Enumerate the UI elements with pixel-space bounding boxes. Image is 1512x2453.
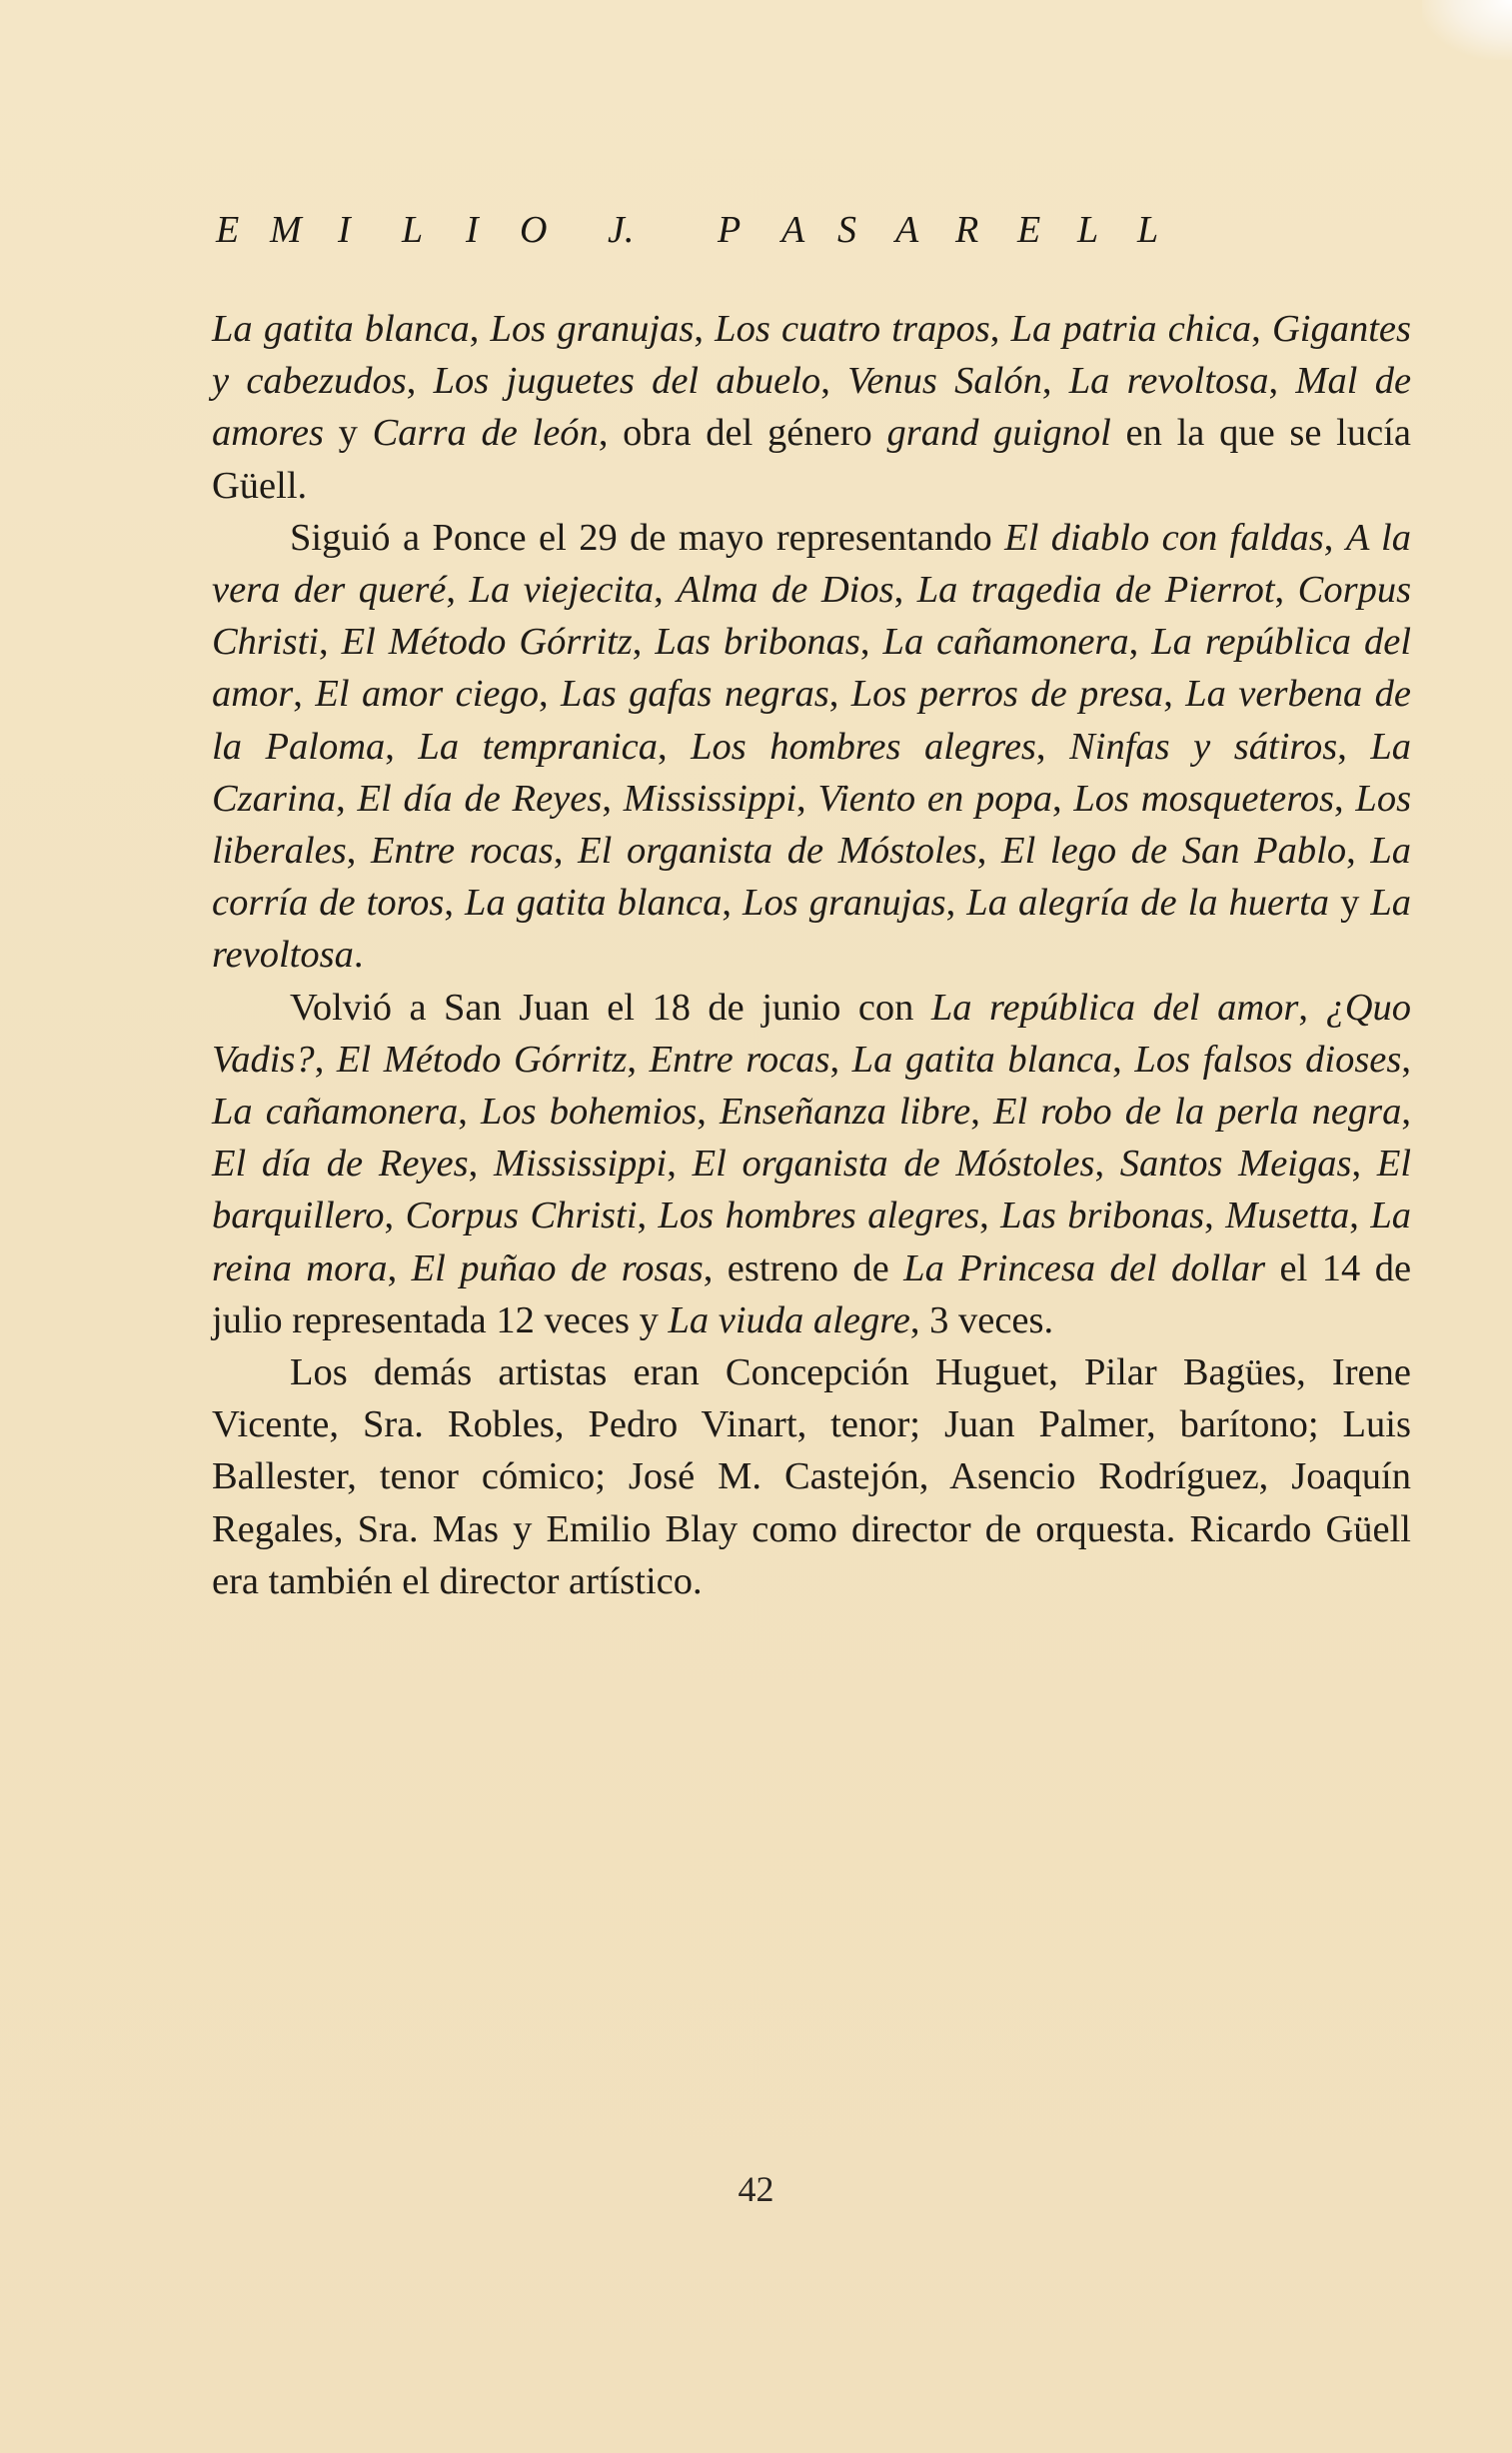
text-run: , [976,830,1002,873]
text-run: , [667,1143,693,1186]
work-title: Entre rocas [371,830,554,873]
work-title: La gatita blanca [212,308,470,350]
text-run: , [539,673,562,716]
work-title: Ninfas y sátiros [1069,725,1338,768]
text-run: , [859,621,883,664]
work-title: Gigantes y cabezudos [212,308,1412,403]
work-title: Mal de amores [212,360,1412,455]
text-run: , [1346,830,1371,873]
text-run: , [1041,360,1069,403]
work-title: Entre rocas [649,1038,830,1081]
work-title: La república del amor [930,986,1299,1029]
work-title: La revoltosa [212,882,1412,977]
work-title: El Método Górritz [336,1038,628,1081]
text-run: , [893,569,917,612]
text-run: , [1349,1195,1371,1237]
work-title: Los falsos dioses [1134,1038,1402,1081]
work-title: ¿Quo Vadis? [212,986,1412,1081]
work-title: La viejecita [469,569,655,612]
work-title: Los hombres alegres [691,725,1036,768]
text-run: , [444,882,466,925]
text-run: , [1094,1143,1120,1186]
paragraph [212,303,1411,512]
text-run: , [632,621,656,664]
running-head-letter: E [1017,209,1041,251]
text-run: , [602,777,624,820]
text-run: , [1298,986,1326,1029]
running-head-letter: E [216,209,240,251]
text-run: , [1251,308,1272,350]
work-title: La viuda alegre [668,1298,910,1341]
text-run: , [1112,1038,1135,1081]
text-run: , [989,308,1011,350]
work-title: Los perros de presa [850,673,1164,716]
running-head-letter: I [338,209,351,251]
text-run: , [1323,516,1346,559]
running-head-letter: L [402,209,424,251]
work-title: Musetta [1225,1195,1350,1237]
work-title: Santos Meigas [1119,1143,1352,1186]
running-head-letter: M [270,209,302,251]
text-run: , [697,1091,721,1134]
text-run: , [1401,1091,1412,1134]
work-title: La república del amor [212,621,1412,716]
text-run: , [387,1246,412,1289]
work-title: El lego de San Pablo [1001,830,1347,873]
work-title: Venus Salón [847,360,1042,403]
text-run: , [1128,621,1152,664]
text-run: , [553,830,579,873]
text-run: , [1351,1143,1377,1186]
text-run: , [468,1143,494,1186]
text-run: , [654,569,678,612]
work-title: La gatita blanca [465,882,723,925]
work-title: El Método Górritz [341,621,633,664]
work-title: A la vera der queré [212,516,1412,612]
running-head-letter: I [466,209,479,251]
paragraph [212,1346,1411,1607]
paragraph [212,512,1411,982]
text-run: , [458,1091,481,1134]
text-run: , [1401,1038,1411,1081]
work-title: La tragedia de Pierrot [916,569,1275,612]
work-title: La revoltosa [1068,360,1269,403]
text-run: , [722,882,744,925]
text-run: , [1035,725,1070,768]
work-title: Alma de Dios [677,569,894,612]
text-run: Siguió a Ponce el 29 de mayo representando [290,516,1005,559]
text-run: , [829,1038,852,1081]
running-head-letter: J. [608,209,635,251]
work-title: grand guignol [886,412,1111,455]
work-title: El día de Reyes [212,1143,469,1186]
work-title: La patria chica [1010,308,1252,350]
work-title: Corpus Christi [405,1195,638,1237]
text-run: , [1204,1195,1226,1237]
text-run: , [828,673,851,716]
text-run: , [336,777,358,820]
work-title: La Princesa del dollar [903,1246,1266,1289]
text-run: , [1334,777,1356,820]
text-run: , [637,1195,659,1237]
text-run: y [323,412,373,455]
work-title: Las gafas negras [561,673,829,716]
work-title: La corría de toros [212,830,1412,925]
work-title: Mississippi [493,1143,668,1186]
work-title: Las bribonas [1000,1195,1205,1237]
work-title: Viento en popa [817,777,1052,820]
body-text [212,303,1411,1607]
page-number: 42 [738,2169,774,2209]
text-run: , [446,569,470,612]
text-run: , [318,621,342,664]
work-title: El robo de la perla negra [992,1091,1402,1134]
text-run: , [820,360,848,403]
text-run: , [1268,360,1296,403]
running-head-letter: R [955,209,979,251]
text-run: , [406,360,434,403]
work-title: Las bribonas [655,621,860,664]
text-run: Los demás artistas eran Concepción Huguet, Pilar Bagües, Irene Vicente, Sra. Robles, Pedro Vinart, tenor; Juan Palmer, barítono; Luis Ballester, tenor cómico; José M. Castejón, Asencio Rodríguez, Joaquín Regales, Sra. Mas y Emilio Blay como director de orquesta. Ricardo Güell era también el director artístico. [212,1351,1411,1602]
work-title: La cañamonera [882,621,1129,664]
work-title: La Czarina [212,725,1412,820]
text-run: , [1274,569,1298,612]
work-title: Carra de león [372,412,599,455]
text-run: , [945,882,967,925]
work-title: La cañamonera [212,1091,459,1134]
text-run: , obra del género [598,412,887,455]
work-title: Los juguetes del abuelo [433,360,821,403]
text-run: . [353,934,364,977]
text-run: , [346,830,371,873]
work-title: Mississippi [623,777,797,820]
page-corner-highlight [1422,0,1512,60]
work-title: La alegría de la huerta [966,882,1330,925]
running-head-letter: O [520,209,548,251]
work-title: El organista de Móstoles [578,830,977,873]
work-title: El puñao de rosas [411,1246,704,1289]
running-head-letter: A [781,209,805,251]
work-title: El barquillero [212,1143,1412,1237]
work-title: La tempranica [418,725,658,768]
work-title: El día de Reyes [357,777,603,820]
text-run: , estreno de [703,1246,904,1289]
running-head-letter: A [895,209,919,251]
text-run: , [385,725,419,768]
work-title: La verbena de la Paloma [212,673,1412,768]
text-run: , [314,1038,337,1081]
running-head-letter: L [1077,209,1099,251]
text-run: , [1163,673,1186,716]
text-run: , [694,308,716,350]
text-run: , [469,308,491,350]
text-run: , [627,1038,650,1081]
paragraph [212,982,1411,1346]
text-run: , [970,1091,993,1134]
work-title: Los granujas [743,882,946,925]
text-run: , [979,1195,1001,1237]
text-run: y [1329,882,1371,925]
text-run: , [384,1195,406,1237]
work-title: El diablo con faldas [1004,516,1324,559]
text-run: , [293,673,316,716]
work-title: El amor ciego [315,673,540,716]
text-run: , [1337,725,1371,768]
text-run: Volvió a San Juan el 18 de junio con [290,986,931,1029]
work-title: Los bohemios [480,1091,698,1134]
text-run: , [796,777,818,820]
text-run: el 14 de julio representada 12 veces y [212,1246,1412,1341]
work-title: La reina mora [212,1195,1412,1289]
running-head-letter: P [718,209,742,251]
running-head-letter: L [1137,209,1159,251]
work-title: Corpus Christi [212,569,1412,664]
text-run: , [1051,777,1074,820]
work-title: El organista de Móstoles [692,1143,1095,1186]
work-title: Enseñanza libre [720,1091,971,1134]
text-run: , [657,725,692,768]
running-head-letter: S [837,209,856,251]
work-title: Los granujas [490,308,695,350]
work-title: Los liberales [212,777,1412,873]
work-title: Los hombres alegres [658,1195,980,1237]
work-title: Los cuatro trapos [715,308,990,350]
text-run: en la que se lucía Güell. [212,412,1411,507]
running-head [216,200,1415,260]
work-title: La gatita blanca [851,1038,1113,1081]
work-title: Los mosqueteros [1073,777,1334,820]
text-run: , 3 veces. [909,1298,1054,1341]
